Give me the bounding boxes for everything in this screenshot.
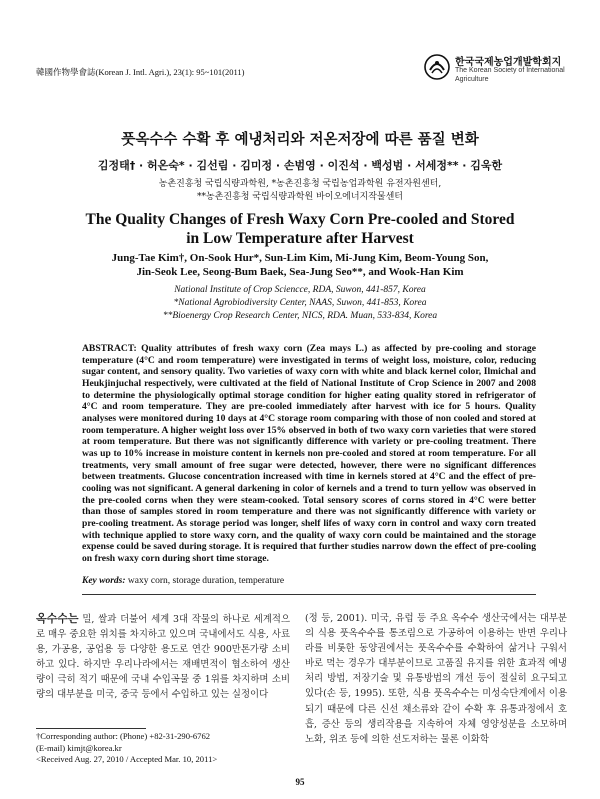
logo-korean-name: 한국국제농업개발학회지	[455, 57, 562, 68]
footnote	[36, 731, 290, 766]
english-affiliation-2: *National Agrobiodiversity Center, NAAS, Suwon, 441-853, Korea	[173, 298, 427, 308]
keywords	[82, 576, 536, 586]
english-authors-line1: Jung-Tae Kim†, On-Sook Hur*, Sun-Lim Kim, Mi-Jung Kim, Beom-Young Son,	[111, 252, 489, 264]
abstract	[82, 343, 536, 564]
journal-citation: 韓國作物學會誌(Korean J. Intl. Agri.), 23(1): 95~101(2011)	[36, 67, 245, 77]
body-left-text: 밀, 쌀과 더불어 세계 3대 작물의 하나로 세계적으로 매우 중요한 위치를 차지하고 있으며 국내에서도 식용, 사료용, 가공용, 공업용 등 다양한 용도로 연간 900만톤가량 소비하고 있다. 하지만 우리나라에서는 재배면적이 협소하여 생산량이 극히 적기 때문에 국내 수입곡물 중 1위를 차지하며 소비량의 대부분을 미국, 중국 등에서 수입하고 있는 실정이다	[36, 614, 290, 701]
footnote-received: <Received Aug. 27, 2010 / Accepted Mar. 10, 2011>	[36, 754, 218, 764]
body-lead-word: 옥수수는	[36, 612, 79, 625]
body-right-text: (정 등, 2001). 미국, 유럽 등 주요 옥수수 생산국에서는 대부분의 식용 풋옥수수를 통조림으로 가공하여 이용하는 반면 우리나라를 비롯한 동양권에서는 풋옥수수를 수확하여 삶거나 구워서 바로 먹는 경우가 대부분이므로 고품질 유지를 위한 효과적 예냉처리 방법, 저장기술 및 유통방법의 개선 등이 절실히 요구되고 있다(손 등, 1995). 또한, 식용 풋옥수수는 미성숙단계에서 이용되기 때문에 다른 신선 채소류와 같이 수확 후 유통과정에서 호흡, 증산 등의 생리작용을 지속하여 자체 영양성분을 소모하며 노화, 위조 등에 의한 선도저하는 물론 이화학	[305, 613, 567, 745]
english-authors	[60, 251, 540, 279]
section-divider	[82, 594, 536, 595]
footnote-email: (E-mail) kimjt@korea.kr	[36, 742, 122, 753]
korean-affiliation-1: 농촌진흥청 국립식량과학원, *농촌진흥청 국립농업과학원 유전자원센터,	[158, 179, 442, 189]
footnote-divider	[36, 728, 146, 729]
keywords-text: waxy corn, storage duration, temperature	[125, 576, 285, 586]
english-title-line1: The Quality Changes of Fresh Waxy Corn Pre-cooled and Stored	[85, 211, 515, 228]
korean-affiliation-2: **농촌진흥청 국립식량과학원 바이오에너지작물센터	[197, 192, 403, 202]
society-emblem-icon	[424, 54, 450, 80]
korean-title: 풋옥수수 수확 후 예냉처리와 저온저장에 따른 품질 변화	[121, 132, 479, 148]
logo-english-name-line1: The Korean Society of International	[455, 67, 565, 74]
english-affiliation-1: National Institute of Crop Sciencce, RDA, Suwon, 441-857, Korea	[174, 285, 426, 295]
footnote-corresponding: †Corresponding author: (Phone) +82-31-290-6762	[36, 731, 211, 741]
abstract-text: Quality attributes of fresh waxy corn (Zea mays L.) as affected by pre-cooling and storage temperature (4°C and room temperature) were investigated in terms of weight loss, moisture, color, reducing sugar content, and sensory quality. Two varieties of waxy corn with white and black kernel color, Ilmichal and Heukjinjuchal respectively, were cultivated at the field of National Institute of Crop Science in 2007 and 2008 to determine the physiologically optimal storage condition for higher eating quality stored in refrigerator of 4°C and room temperature. They are pre-cooled immediately after harvest with ice for 5 hours. Quality analyses were monitored during 10 days at 4°C storage room comparing with those of non cooled and stored at room temperature. A higher weight loss over 15% observed in both of two waxy corn varieties that were stored at room temperature. But there was not significantly difference with variety or pre-cooling treatment. There was up to 10% increase in moisture content in kernels non pre-cooled and stored at room temperature. For all treatments, very small amount of free sugar were detected, however, there were no significant differences between treatments. Glucose concentration increased with time in kernels stored at 4°C and the effect of pre-cooling was not significant. A general darkening in color of kernels and a trend to turn yellow was observed in the pre-cooled corns when they were steam-cooked. Total sensory scores of corns stored in 4°C were better than those of samples stored in room temperature and there was not significantly difference with variety or pre-cooling treatment. As storage period was longer, shelf lifes of waxy corn in control and waxy corn treated with technique applied to store waxy corn, and the quality of waxy corn could be maintained and the storage expense could be saved during storage. It is required that further studies narrow down the effect of pre-cooling on fresh waxy corn during short time storage.	[82, 343, 536, 564]
society-logo	[424, 52, 574, 88]
english-authors-line2: Jin-Seok Lee, Seong-Bum Baek, Sea-Jung Seo**, and Wook-Han Kim	[136, 266, 464, 278]
english-title	[60, 210, 540, 248]
english-title-line2: in Low Temperature after Harvest	[186, 230, 414, 247]
english-affiliation-3: **Bioenergy Crop Research Center, NICS, RDA. Muan, 533-834, Korea	[162, 311, 438, 321]
body-column-right	[305, 611, 567, 747]
korean-authors: 김정태† · 허온숙* · 김선림 · 김미정 · 손범영 · 이진석 · 백성범 · 서세정** · 김욱한	[97, 159, 503, 172]
page-number: 95	[295, 777, 305, 787]
keywords-label: Key words:	[82, 576, 126, 586]
body-column-left	[36, 611, 290, 703]
logo-english-name-line2: Agriculture	[455, 76, 489, 83]
abstract-label: ABSTRACT:	[82, 343, 137, 354]
